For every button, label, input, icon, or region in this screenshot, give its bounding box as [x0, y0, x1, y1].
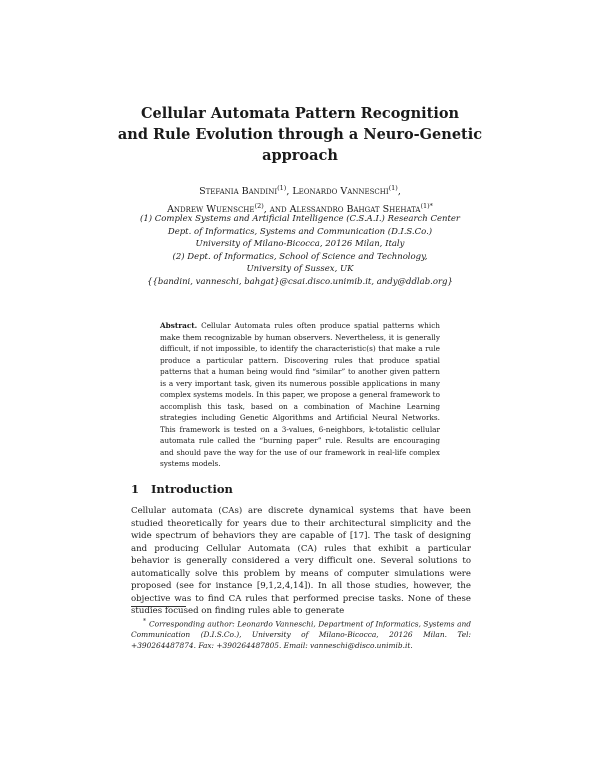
abstract-text: Cellular Automata rules often produce spatial patterns which make them recognizable by human observers. Nevertheless, it is generally difficult, if not impossible, to identify the characteristic(s) that make a rule produce a particular pattern. Discovering rules that produce spatial patterns that a human being would find “similar” to another given pattern is a very important task, given its numerous possible applications in many complex systems models. In this paper, we propose a general framework to accomplish this task, based on a combination of Machine Learning strategies including Genetic Algorithms and Artificial Neural Networks. This framework is tested on a 3-values, 6-neighbors, k-totalistic cellular automata rule called the “burning paper” rule. Results are encouraging and should pave the way for the use of our framework in real-life complex systems models.	[160, 321, 440, 468]
affiliation-line-2: Dept. of Informatics, Systems and Communication (D.I.S.Co.)	[167, 226, 433, 237]
footnote-rule	[131, 606, 186, 607]
footnote	[131, 616, 471, 651]
title-line-1: Cellular Automata Pattern Recognition	[140, 105, 460, 122]
section-heading	[131, 482, 233, 496]
title-line-2: and Rule Evolution through a Neuro-Genetic	[117, 126, 483, 143]
author-3: Andrew Wuensche	[167, 204, 255, 216]
affiliations	[120, 213, 480, 288]
author-1-affil: (1)	[277, 184, 287, 192]
abstract-label: Abstract.	[160, 321, 198, 330]
author-list	[100, 181, 500, 217]
author-4-affil: (1)*	[420, 202, 433, 211]
author-2: Leonardo Vanneschi	[292, 186, 389, 198]
author-3-affil: (2)	[254, 202, 264, 211]
paper-title	[100, 103, 500, 166]
author-1: Stefania Bandini	[199, 186, 278, 198]
body-paragraph: Cellular automata (CAs) are discrete dynamical systems that have been studied theoretically for years due to their architectural simplicity and the wide spectrum of behaviors they are capable of [17]. The task of designing and producing Cellular Automata (CA) rules that exhibit a particular behavior is generally considered a very difficult one. Several solutions to automatically solve this problem by means of computer simulations were proposed (see for instance [9,1,2,4,14]). In all those studies, however, the objective was to find CA rules that performed precise tasks. None of these studies focused on finding rules able to generate	[131, 506, 471, 616]
author-4: Alessandro Bahgat Shehata	[289, 204, 421, 216]
affiliation-line-5: University of Sussex, UK	[246, 264, 354, 274]
section-title: Introduction	[151, 482, 233, 496]
author-2-affil: (1)	[388, 184, 398, 192]
abstract	[160, 320, 440, 470]
authors-line-1: Stefania Bandini$^{(1)}$, Leonardo Vanneschi$^{(1)}$,	[199, 184, 401, 198]
author-conjunction: , and	[263, 204, 290, 216]
footnote-mark: *	[143, 618, 146, 625]
footnote-text: Corresponding author: Leonardo Vanneschi, Department of Informatics, Systems and Communication (D.I.S.Co.), University of Milano-Bicocca, 20126 Milan. Tel: +390264487874. Fax: +390264487805. Email: vanneschi@disco.unimib.it.	[131, 619, 471, 651]
title-line-3: approach	[262, 147, 338, 164]
affiliation-line-3: University of Milano-Bicocca, 20126 Milan, Italy	[195, 239, 405, 249]
section-number: 1	[131, 482, 140, 496]
affiliation-line-1: (1) Complex Systems and Artificial Intelligence (C.S.A.I.) Research Center	[140, 214, 460, 224]
affiliation-line-4: (2) Dept. of Informatics, School of Science and Technology,	[172, 251, 428, 262]
author-emails: {{bandini, vanneschi, bahgat}@csai.disco.unimib.it, andy@ddlab.org}	[147, 276, 453, 287]
